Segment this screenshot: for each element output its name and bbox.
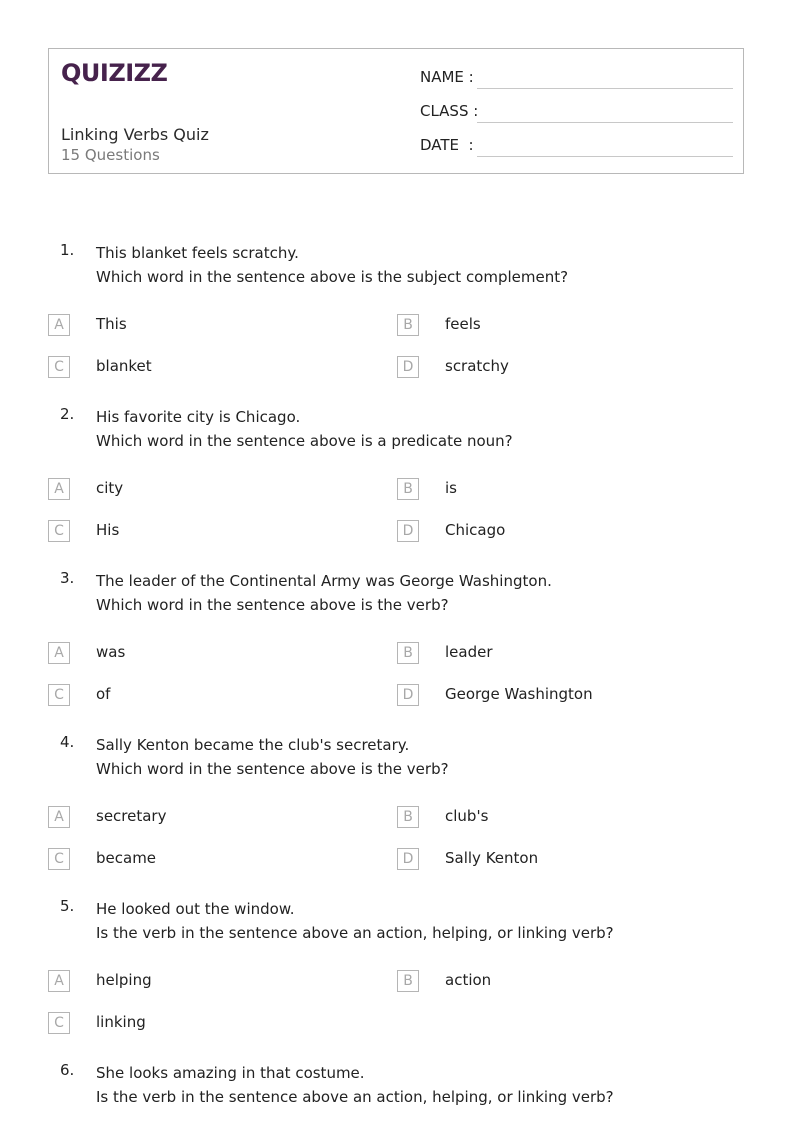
- option-letter-box: A: [48, 806, 70, 828]
- option-letter-box: A: [48, 970, 70, 992]
- question-sentence: His favorite city is Chicago.: [96, 408, 301, 426]
- option-text: became: [96, 849, 157, 867]
- option-text: action: [445, 971, 492, 989]
- question-number: 1.: [60, 241, 75, 259]
- question-text: [96, 733, 449, 781]
- option-letter-box: B: [397, 970, 419, 992]
- option-letter-box: C: [48, 684, 70, 706]
- option-letter-box: C: [48, 1012, 70, 1034]
- question-prompt: Which word in the sentence above is the verb?: [96, 760, 449, 778]
- option-text: leader: [445, 643, 493, 661]
- option-letter-box: D: [397, 356, 419, 378]
- option-letter-box: A: [48, 642, 70, 664]
- question-text: [96, 569, 552, 617]
- option-letter-box: D: [397, 848, 419, 870]
- question-sentence: Sally Kenton became the club's secretary.: [96, 736, 410, 754]
- question-sentence: The leader of the Continental Army was George Washington.: [96, 572, 552, 590]
- option-text: was: [96, 643, 126, 661]
- option-letter-box: A: [48, 478, 70, 500]
- option-letter-box: D: [397, 684, 419, 706]
- question-number: 6.: [60, 1061, 75, 1079]
- name-label: NAME :: [420, 68, 474, 86]
- option-letter-box: A: [48, 314, 70, 336]
- worksheet-header: [48, 48, 744, 174]
- option-text: linking: [96, 1013, 146, 1031]
- date-label: DATE :: [420, 136, 474, 154]
- question-count: 15 Questions: [61, 146, 160, 164]
- question-number: 4.: [60, 733, 75, 751]
- class-label: CLASS :: [420, 102, 479, 120]
- name-line[interactable]: [477, 88, 733, 89]
- question-prompt: Is the verb in the sentence above an action, helping, or linking verb?: [96, 1088, 614, 1106]
- question-prompt: Which word in the sentence above is the verb?: [96, 596, 449, 614]
- option-letter-box: B: [397, 806, 419, 828]
- option-letter-box: C: [48, 520, 70, 542]
- class-line[interactable]: [477, 122, 733, 123]
- question-number: 3.: [60, 569, 75, 587]
- question-sentence: She looks amazing in that costume.: [96, 1064, 365, 1082]
- option-text: helping: [96, 971, 152, 989]
- question-prompt: Which word in the sentence above is the subject complement?: [96, 268, 569, 286]
- option-text: His: [96, 521, 120, 539]
- option-letter-box: B: [397, 478, 419, 500]
- question-sentence: He looked out the window.: [96, 900, 295, 918]
- option-text: club's: [445, 807, 489, 825]
- option-text: Sally Kenton: [445, 849, 539, 867]
- class-field[interactable]: [420, 102, 733, 126]
- question-prompt: Is the verb in the sentence above an action, helping, or linking verb?: [96, 924, 614, 942]
- option-text: city: [96, 479, 124, 497]
- question-text: [96, 1061, 614, 1109]
- name-field[interactable]: [420, 68, 733, 92]
- option-text: blanket: [96, 357, 152, 375]
- date-line[interactable]: [477, 156, 733, 157]
- option-letter-box: C: [48, 848, 70, 870]
- option-text: George Washington: [445, 685, 593, 703]
- option-text: scratchy: [445, 357, 509, 375]
- question-prompt: Which word in the sentence above is a predicate noun?: [96, 432, 513, 450]
- option-text: feels: [445, 315, 481, 333]
- option-text: secretary: [96, 807, 167, 825]
- option-text: is: [445, 479, 457, 497]
- option-letter-box: D: [397, 520, 419, 542]
- question-text: [96, 405, 513, 453]
- question-text: [96, 897, 614, 945]
- question-text: [96, 241, 568, 289]
- question-sentence: This blanket feels scratchy.: [96, 244, 299, 262]
- quiz-title: Linking Verbs Quiz: [61, 125, 209, 144]
- option-letter-box: B: [397, 314, 419, 336]
- option-text: This: [96, 315, 127, 333]
- date-field[interactable]: [420, 136, 733, 160]
- quizizz-logo: QUIZIZZ: [61, 59, 168, 87]
- option-text: Chicago: [445, 521, 506, 539]
- option-letter-box: B: [397, 642, 419, 664]
- question-number: 5.: [60, 897, 75, 915]
- option-text: of: [96, 685, 111, 703]
- question-number: 2.: [60, 405, 75, 423]
- option-letter-box: C: [48, 356, 70, 378]
